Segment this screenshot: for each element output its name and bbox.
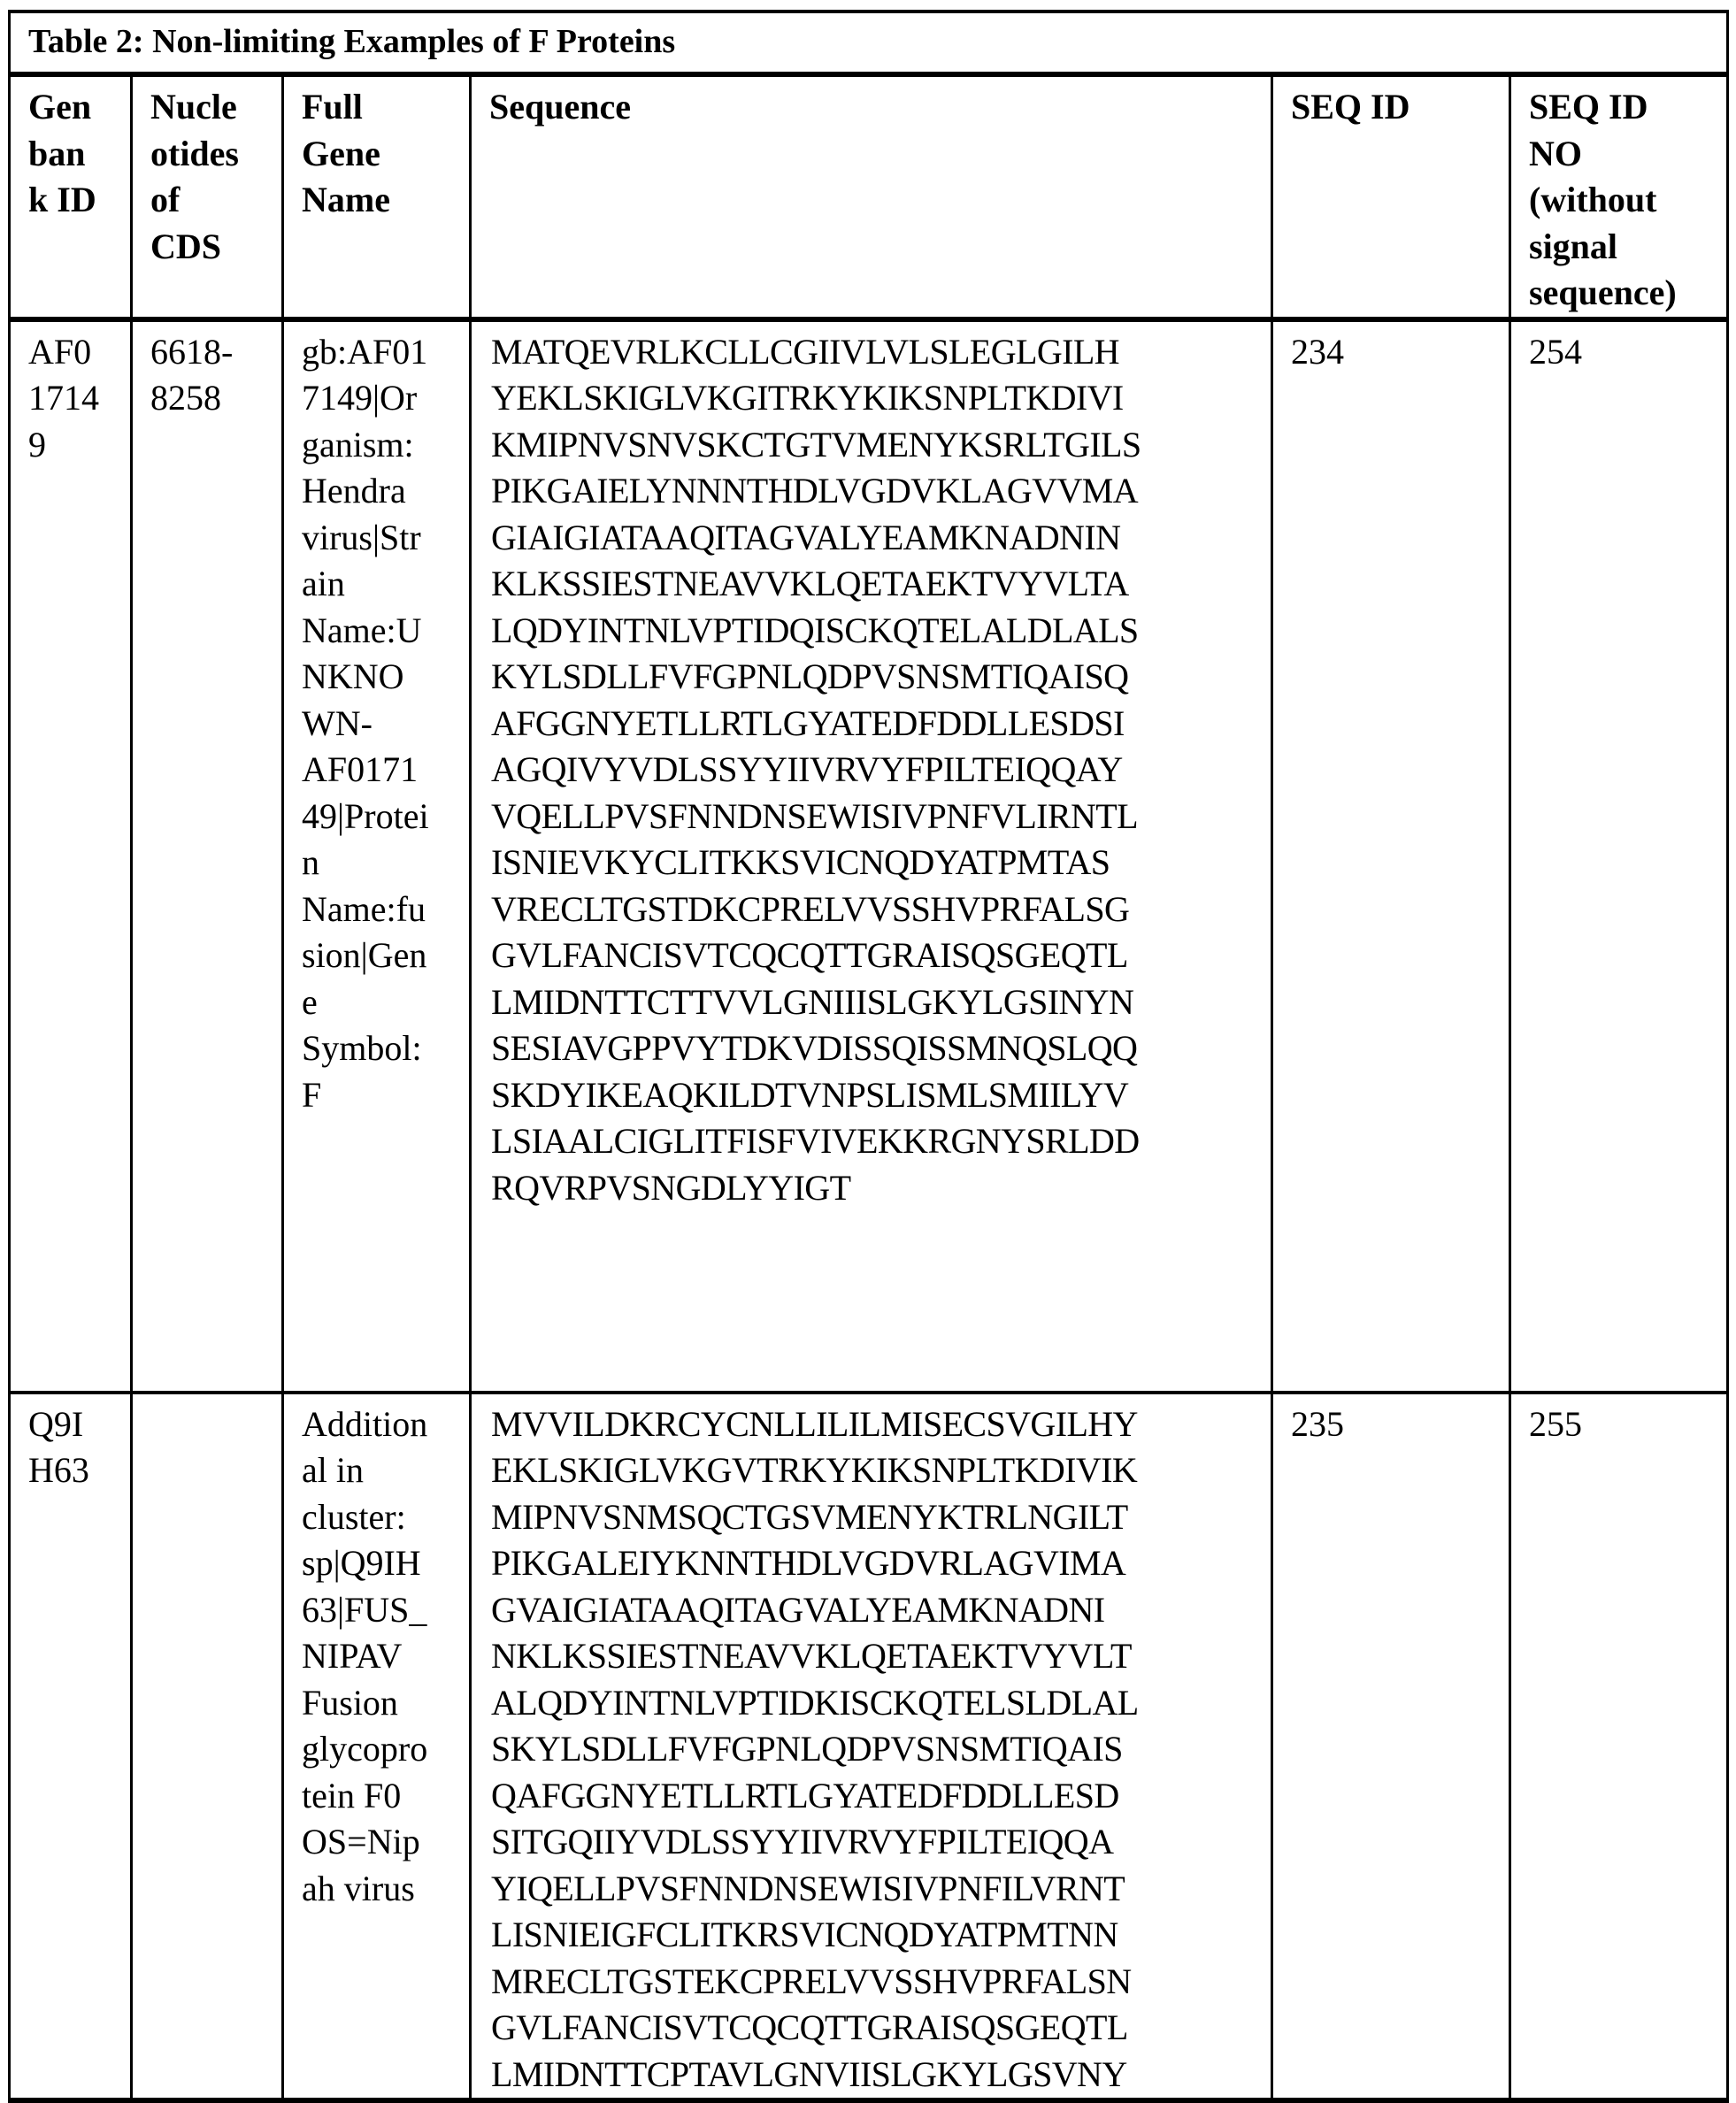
text-line: Name:fu	[302, 888, 426, 929]
text-line: k ID	[28, 180, 96, 219]
text-line: SESIAVGPPVYTDKVDISSQISSMNQSLQQ	[491, 1028, 1138, 1068]
text-line: AGQIVYVDLSSYYIIVRVYFPILTEIQQAY	[491, 749, 1123, 789]
header-full-gene-name	[283, 74, 471, 319]
text-line: Addition	[302, 1403, 428, 1444]
text-line: SKDYIKEAQKILDTVNPSLISMLSMIILYV	[491, 1074, 1129, 1115]
text-line: Hendra	[302, 471, 406, 510]
text-line: Full	[302, 87, 363, 127]
text-line: Gene	[302, 133, 380, 173]
text-line: CDS	[150, 226, 222, 266]
text-line: 49|Protei	[302, 795, 429, 836]
cell-full-gene-name	[283, 1393, 471, 2101]
text-line: EKLSKIGLVKGVTRKYKIKSNPLTKDIVIK	[491, 1450, 1138, 1490]
text-line: cluster:	[302, 1496, 406, 1537]
text-line: Gen	[28, 87, 92, 127]
text-line: OS=Nip	[302, 1822, 420, 1861]
text-line: SKYLSDLLFVFGPNLQDPVSNSMTIQAIS	[491, 1729, 1123, 1769]
text-line: ISNIEVKYCLITKKSVICNQDYATPMTAS	[491, 842, 1110, 882]
text-line: MATQEVRLKCLLCGIIVLVLSLEGLGILH	[491, 331, 1119, 372]
cell-sequence	[471, 319, 1272, 1393]
text-line: MIPNVSNMSQCTGSVMENYKTRLNGILT	[491, 1496, 1128, 1537]
text-line: VRECLTGSTDKCPRELVVSSHVPRFALSG	[491, 888, 1130, 929]
text-line: NKLKSSIESTNEAVVKLQETAEKTVYVLT	[491, 1636, 1132, 1676]
text-line: (without	[1529, 180, 1657, 219]
document-page	[8, 10, 1726, 2094]
text-line: Name:U	[302, 610, 422, 650]
cell-seq-id-without-signal: 255	[1510, 1393, 1728, 2101]
text-line: SITGQIIYVDLSSYYIIVRVYFPILTEIQQA	[491, 1822, 1114, 1861]
text-line: QAFGGNYETLLRTLGYATEDFDDLLESD	[491, 1775, 1119, 1815]
text-line: H63	[28, 1450, 89, 1490]
text-line: PIKGALEIYKNNTHDLVGDVRLAGVIMA	[491, 1543, 1126, 1583]
text-line: al in	[302, 1450, 364, 1490]
text-line: F	[302, 1074, 322, 1115]
text-line: of	[150, 180, 181, 219]
text-line: 7149|Or	[302, 378, 418, 418]
text-line: Nucle	[150, 87, 237, 127]
text-line: KYLSDLLFVFGPNLQDPVSNSMTIQAISQ	[491, 656, 1129, 696]
text-line: KMIPNVSNVSKCTGTVMENYKSRLTGILS	[491, 424, 1141, 464]
cell-nucleotides	[132, 319, 283, 1393]
text-line: 6618-	[150, 331, 234, 372]
cell-genbank-id	[10, 1393, 132, 2101]
text-line: 9	[28, 424, 46, 464]
text-line: glycopro	[302, 1729, 428, 1769]
text-line: LMIDNTTCTTVVLGNIIISLGKYLGSINYN	[491, 981, 1134, 1022]
text-line: sp|Q9IH	[302, 1543, 421, 1583]
cell-full-gene-name	[283, 319, 471, 1393]
text-line: RQVRPVSNGDLYYIGT	[491, 1167, 851, 1208]
cell-sequence	[471, 1393, 1272, 2101]
text-line: LSIAALCIGLITFISFVIVEKKRGNYSRLDD	[491, 1121, 1140, 1161]
text-line: GVLFANCISVTCQCQTTGRAISQSGEQTL	[491, 2007, 1128, 2047]
cell-seq-id: 234	[1272, 319, 1510, 1393]
text-line: gb:AF01	[302, 331, 428, 372]
text-line: ban	[28, 133, 86, 173]
text-line: NIPAV	[302, 1636, 403, 1676]
text-line: n	[302, 842, 319, 882]
cell-seq-id: 235	[1272, 1393, 1510, 2101]
header-seq-id-without-signal	[1510, 74, 1728, 319]
text-line: Name	[302, 180, 390, 219]
text-line: GVAIGIATAAQITAGVALYEAMKNADNI	[491, 1589, 1105, 1630]
text-line: YIQELLPVSFNNDNSEWISIVPNFILVRNT	[491, 1868, 1125, 1908]
table-title: Table 2: Non-limiting Examples of F Proteins	[10, 12, 1728, 74]
text-line: LQDYINTNLVPTIDQISCKQTELALDLALS	[491, 610, 1139, 650]
table-row	[10, 319, 1728, 1393]
text-line: AF0	[28, 331, 92, 372]
text-line: GIAIGIATAAQITAGVALYEAMKNADNIN	[491, 517, 1121, 557]
text-line: sion|Gen	[302, 935, 427, 975]
text-line: AF0171	[302, 749, 419, 789]
text-line: 1714	[28, 378, 99, 418]
text-line: e	[302, 981, 318, 1022]
text-line: KLKSSIESTNEAVVKLQETAEKTVYVLTA	[491, 564, 1129, 603]
text-line: Symbol:	[302, 1028, 422, 1068]
text-line: sequence)	[1529, 272, 1677, 312]
cell-genbank-id	[10, 319, 132, 1393]
text-line: LMIDNTTCPTAVLGNVIISLGKYLGSVNY	[491, 2053, 1127, 2094]
text-line: ALQDYINTNLVPTIDKISCKQTELSLDLAL	[491, 1682, 1139, 1723]
text-line: MRECLTGSTEKCPRELVVSSHVPRFALSN	[491, 1961, 1132, 2001]
cell-nucleotides	[132, 1393, 283, 2101]
text-line: Q9I	[28, 1403, 84, 1444]
text-line: ganism:	[302, 424, 414, 464]
text-line: GVLFANCISVTCQCQTTGRAISQSGEQTL	[491, 935, 1128, 975]
text-line: YEKLSKIGLVKGITRKYKIKSNPLTKDIVI	[491, 378, 1124, 418]
text-line: Sequence	[489, 87, 631, 127]
text-line: SEQ ID	[1291, 87, 1410, 127]
text-line: NO	[1529, 133, 1582, 173]
cell-seq-id-without-signal: 254	[1510, 319, 1728, 1393]
header-sequence	[471, 74, 1272, 319]
text-line: Fusion	[302, 1682, 398, 1723]
text-line: virus|Str	[302, 517, 421, 557]
header-genbank-id	[10, 74, 132, 319]
table-header-row	[10, 74, 1728, 319]
text-line: tein F0	[302, 1775, 402, 1815]
text-line: WN-	[302, 702, 373, 743]
text-line: LISNIEIGFCLITKRSVICNQDYATPMTNN	[491, 1915, 1118, 1954]
header-seq-id	[1272, 74, 1510, 319]
table-title-row	[10, 12, 1728, 74]
text-line: AFGGNYETLLRTLGYATEDFDDLLESDSI	[491, 702, 1125, 743]
text-line: 63|FUS_	[302, 1589, 427, 1630]
text-line: ain	[302, 564, 345, 603]
text-line: SEQ ID	[1529, 87, 1648, 127]
header-nucleotides-of-cds	[132, 74, 283, 319]
text-line: ah virus	[302, 1868, 415, 1908]
text-line: MVVILDKRCYCNLLILILMISECSVGILHY	[491, 1403, 1138, 1444]
table-row	[10, 1393, 1728, 2101]
text-line: PIKGAIELYNNNTHDLVGDVKLAGVVMA	[491, 471, 1138, 510]
text-line: NKNO	[302, 656, 404, 696]
text-line: 8258	[150, 378, 221, 418]
f-proteins-table	[8, 10, 1729, 2103]
text-line: otides	[150, 133, 239, 173]
text-line: VQELLPVSFNNDNSEWISIVPNFVLIRNTL	[491, 795, 1138, 836]
text-line: signal	[1529, 226, 1618, 266]
